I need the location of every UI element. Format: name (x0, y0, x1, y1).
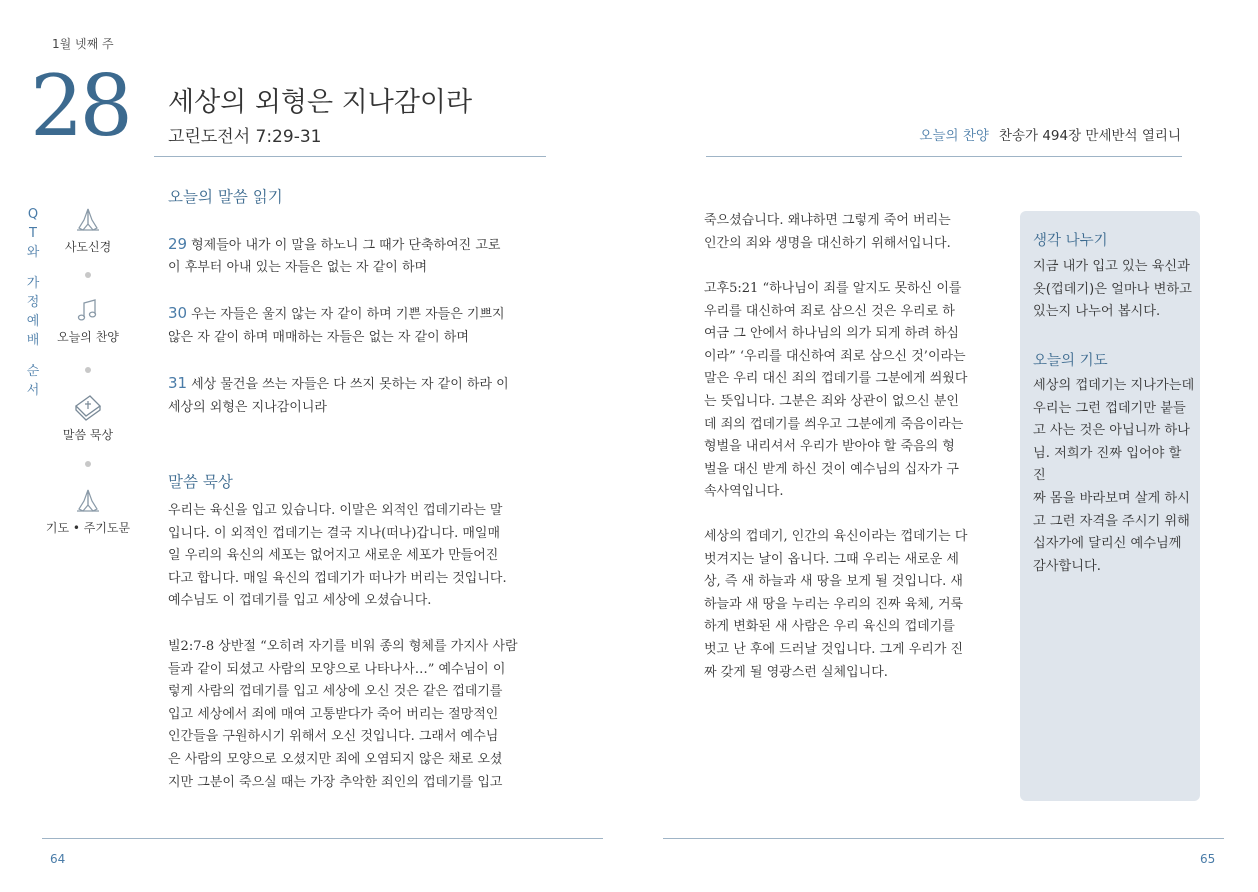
reflection-box (1020, 211, 1200, 801)
page-title: 세상의 외형은 지나감이라 (168, 87, 473, 118)
verse-text: 우는 자들은 울지 않는 자 같이 하며 기쁜 자들은 기쁘지 않은 자 같이 하며 매매하는 자들은 없는 자 같이 하며 (168, 307, 505, 345)
header-rule-left (154, 156, 546, 157)
step-apostles-creed (44, 206, 132, 255)
step-label: 말씀 묵상 (62, 428, 114, 442)
step-label: 오늘의 찬양 (57, 330, 119, 344)
step-praise (44, 296, 132, 345)
day-number: 28 (30, 57, 129, 155)
verse-number: 29 (168, 234, 188, 253)
verse-number: 31 (168, 374, 188, 393)
verse-text: 세상 물건을 쓰는 자들은 다 쓰지 못하는 자 같이 하라 이 세상의 외형은 지나감이니라 (168, 377, 509, 415)
music-note-icon (73, 296, 103, 324)
prayer-heading: 오늘의 기도 (1033, 353, 1108, 369)
meditation-paragraph: 세상의 껍데기, 인간의 육신이라는 껍데기는 다 벗겨지는 날이 옵니다. 그때 우리는 새로운 세 상, 즉 새 하늘과 새 땅을 보게 될 것입니다. 새 하늘과 새 땅을 누리는 우리의 진짜 육체, 거룩 하게 변화된 새 사람은 우리 육신의 껍데기를 벗고 난 후에 드러날 것입니다. 그게 우리가 진 짜 갖게 될 영광스런 실체입니다. (704, 529, 968, 680)
verse-31 (168, 372, 548, 419)
praise-info (919, 124, 1181, 144)
step-separator-dot (85, 367, 91, 373)
scripture-reference: 고린도전서 7:29-31 (168, 127, 322, 147)
praying-hands-icon (73, 206, 103, 234)
step-separator-dot (85, 461, 91, 467)
share-text: 지금 내가 입고 있는 육신과 옷(껍데기)은 얼마나 변하고 있는지 나누어 봅시다. (1033, 259, 1192, 320)
header-rule-right (706, 156, 1182, 157)
week-label: 1월 넷째 주 (52, 37, 114, 51)
footer-rule-right (663, 838, 1224, 839)
praise-song: 찬송가 494장 만세반석 열리니 (998, 128, 1181, 144)
page-number-right: 65 (1200, 852, 1216, 866)
footer-rule-left (42, 838, 603, 839)
verse-text: 형제들아 내가 이 말을 하노니 그 때가 단축하여진 고로 이 후부터 아내 있는 자들은 없는 자 같이 하며 (168, 237, 501, 276)
bible-icon (72, 392, 104, 422)
reading-heading: 오늘의 말씀 읽기 (168, 188, 283, 206)
verse-29 (168, 233, 548, 280)
page-number-left: 64 (50, 852, 66, 866)
step-meditation (44, 392, 132, 443)
step-prayer (44, 487, 132, 536)
meditation-paragraph: 죽으셨습니다. 왜냐하면 그렇게 죽어 버리는 인간의 죄와 생명을 대신하기 위해서입니다. (704, 213, 951, 251)
step-separator-dot (85, 272, 91, 278)
prayer-text: 세상의 껍데기는 지나가는데 우리는 그런 껍데기만 붙들 고 사는 것은 아닙니까 하나 님. 저희가 진짜 입어야 할 진 짜 몸을 바라보며 살게 하시 고 그런 자격을 주시기 위해 십자가에 달리신 예수님께 감사합니다. (1033, 378, 1195, 574)
meditation-paragraph: 고후5:21 “하나님이 죄를 알지도 못하신 이를 우리를 대신하여 죄로 삼으신 것은 우리로 하 여금 그 안에서 하나님의 의가 되게 하려 하심 이라” ‘우리를 대신하여 죄로 삼으신 것’이라는 말은 우리 대신 죄의 껍데기를 그분에게 씌웠다 는 뜻입니다. 그분은 죄와 상관이 없으신 분인 데 죄의 껍데기를 씌우고 그분에게 죽음이라는 형벌을 내리셔서 우리가 받아야 할 죽음의 형 벌을 대신 받게 하신 것이 예수님의 십자가 구 속사역입니다. (704, 281, 968, 500)
verse-30 (168, 302, 548, 349)
reading-verses (168, 210, 548, 442)
vertical-title: Q T 와 가 정 예 배 순 서 (26, 207, 40, 398)
meditation-paragraph: 우리는 육신을 입고 있습니다. 이말은 외적인 껍데기라는 말 입니다. 이 외적인 껍데기는 결국 지나(떠나)갑니다. 매일매 일 우리의 육신의 세포는 없어지고 새로운 세포가 만들어진 다고 합니다. 매일 육신의 껍데기가 떠나가 버리는 것입니다. 예수님도 이 껍데기를 입고 세상에 오셨습니다. (168, 503, 507, 609)
meditation-paragraph: 빌2:7-8 상반절 “오히려 자기를 비워 종의 형체를 가지사 사람 들과 같이 되셨고 사람의 모양으로 나타나사…” 예수님이 이 렇게 사람의 껍데기를 입고 세상에 오신 것은 같은 껍데기를 입고 세상에서 죄에 매여 고통받다가 죽어 버리는 절망적인 인간들을 구원하시기 위해서 오신 것입니다. 그래서 예수님 은 사람의 모양으로 오셨지만 죄에 오염되지 않은 채로 오셨 지만 그분이 죽으실 때는 가장 추악한 죄인의 껍데기를 입고 (168, 639, 518, 790)
praise-label: 오늘의 찬양 (919, 128, 989, 144)
meditation-heading: 말씀 묵상 (168, 473, 233, 491)
step-label: 기도 • 주기도문 (45, 521, 131, 535)
share-heading: 생각 나누기 (1033, 233, 1108, 249)
praying-hands-icon (73, 487, 103, 515)
step-label: 사도신경 (64, 240, 112, 254)
verse-number: 30 (168, 304, 188, 323)
